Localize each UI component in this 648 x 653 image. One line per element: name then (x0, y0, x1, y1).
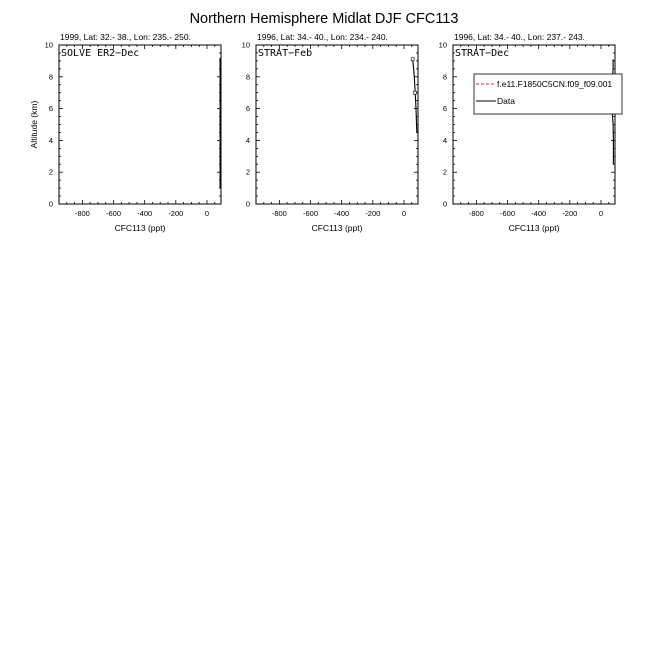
y-tick-label: 10 (438, 40, 447, 50)
y-tick-label: 6 (48, 104, 53, 114)
y-tick-label: 6 (442, 104, 447, 114)
x-tick-label: 0 (598, 209, 604, 218)
x-axis-label: CFC113 (ppt) (114, 223, 166, 233)
plot-frame (256, 45, 418, 204)
panel-title: 1996, Lat: 34.- 40., Lon: 237.- 243. (454, 32, 585, 42)
y-tick-label: 4 (48, 135, 53, 145)
x-tick-label: -600 (500, 209, 516, 218)
x-axis-label: CFC113 (ppt) (311, 223, 363, 233)
x-tick-label: -200 (168, 209, 184, 218)
x-tick-label: -600 (303, 209, 319, 218)
y-tick-label: 2 (442, 167, 447, 177)
y-tick-label: 0 (48, 199, 53, 209)
x-tick-label: -400 (531, 209, 547, 218)
y-axis-label: Altitude (km) (29, 100, 39, 149)
campaign-label: SOLVE ER2−Dec (61, 48, 140, 59)
data-point-marker (413, 91, 416, 94)
panel-title: 1996, Lat: 34.- 40., Lon: 234.- 240. (257, 32, 388, 42)
x-tick-label: -800 (468, 209, 484, 218)
plot-frame (59, 45, 221, 204)
y-tick-label: 8 (245, 72, 250, 82)
y-tick-label: 0 (245, 199, 250, 209)
panel-title: 1999, Lat: 32.- 38., Lon: 235.- 250. (60, 32, 191, 42)
y-tick-label: 10 (44, 40, 53, 50)
x-tick-label: -200 (365, 209, 381, 218)
y-tick-label: 2 (48, 167, 53, 177)
y-tick-label: 2 (245, 167, 250, 177)
x-tick-label: -800 (74, 209, 90, 218)
x-tick-label: -400 (334, 209, 350, 218)
x-tick-label: -200 (562, 209, 578, 218)
data-point-marker (411, 58, 414, 61)
legend-entry-label: Data (497, 96, 515, 106)
x-tick-label: 0 (204, 209, 210, 218)
panel-1 (29, 32, 221, 233)
y-tick-label: 6 (245, 104, 250, 114)
campaign-label: STRAT−Dec (455, 48, 510, 59)
y-tick-label: 0 (442, 199, 447, 209)
figure-title: Northern Hemisphere Midlat DJF CFC113 (189, 11, 459, 27)
x-tick-label: -600 (106, 209, 122, 218)
legend-entry-label: f.e11.F1850C5CN.f09_f09.001 (497, 79, 613, 89)
x-tick-label: -800 (271, 209, 287, 218)
x-tick-label: -400 (137, 209, 153, 218)
x-tick-label: 0 (401, 209, 407, 218)
campaign-label: STRAT−Feb (258, 48, 313, 59)
panel-3 (439, 32, 622, 233)
plot-frame (453, 45, 615, 204)
series-line-data (413, 59, 417, 132)
legend (474, 74, 622, 114)
y-tick-label: 8 (442, 72, 447, 82)
y-tick-label: 10 (241, 40, 250, 50)
y-tick-label: 4 (245, 135, 250, 145)
panel-2 (242, 32, 418, 233)
y-tick-label: 8 (48, 72, 53, 82)
y-tick-label: 4 (442, 135, 447, 145)
x-axis-label: CFC113 (ppt) (508, 223, 560, 233)
